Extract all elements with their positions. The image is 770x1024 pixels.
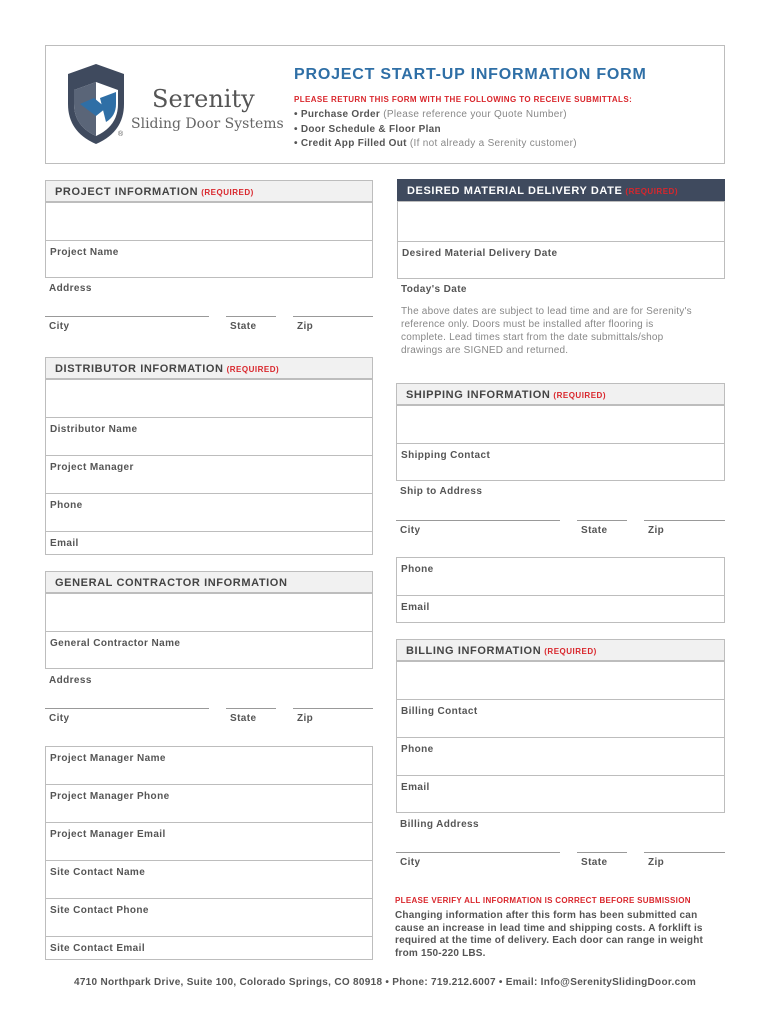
bullet-door-schedule: • Door Schedule & Floor Plan (294, 124, 441, 135)
billing-address-label: Billing Address (400, 819, 479, 830)
billing-phone-field[interactable]: Phone (396, 737, 725, 775)
distributor-phone-field[interactable]: Phone (45, 493, 373, 531)
project-state-line (226, 316, 276, 317)
verify-warning-title: PLEASE VERIFY ALL INFORMATION IS CORRECT BEFORE SUBMISSION (395, 896, 691, 905)
shipping-city-line (396, 520, 560, 521)
gc-address-label: Address (49, 675, 92, 686)
gc-blank[interactable] (45, 593, 373, 631)
distributor-blank[interactable] (45, 379, 373, 417)
delivery-note: The above dates are subject to lead time and are for Serenity's reference only. Doors must be installed after flooring is complete. Lead times start from the date submittals/shop drawings are SIGNED and returned. (401, 306, 692, 356)
project-name-field[interactable]: Project Name (45, 240, 373, 278)
gc-site-email-field[interactable]: Site Contact Email (45, 936, 373, 960)
gc-pm-email-field[interactable]: Project Manager Email (45, 822, 373, 860)
project-info-blank[interactable] (45, 202, 373, 240)
project-address-label: Address (49, 283, 92, 294)
delivery-date-header: DESIRED MATERIAL DELIVERY DATE (REQUIRED) (397, 179, 725, 201)
footer-contact: 4710 Northpark Drive, Suite 100, Colorado Springs, CO 80918 • Phone: 719.212.6007 • Email: Info@SerenitySlidingDoor.com (73, 977, 697, 988)
gc-site-name-field[interactable]: Site Contact Name (45, 860, 373, 898)
shipping-contact-field[interactable]: Shipping Contact (396, 443, 725, 481)
delivery-blank[interactable] (397, 201, 725, 241)
ship-to-address-label: Ship to Address (400, 486, 483, 497)
shipping-blank[interactable] (396, 405, 725, 443)
billing-city-field[interactable]: City (400, 857, 421, 868)
desired-delivery-date-field[interactable]: Desired Material Delivery Date (397, 241, 725, 279)
billing-city-line (396, 852, 560, 853)
bullet-credit-app: • Credit App Filled Out (If not already a Serenity customer) (294, 138, 577, 149)
verify-warning-text: Changing information after this form has been submitted can cause an increase in lead time and shipping costs. A forklift is required at the time of delivery. Each door can range in weight from 150-220 LBS. (395, 910, 704, 959)
serenity-logo-icon (66, 64, 126, 146)
shipping-header: SHIPPING INFORMATION (REQUIRED) (396, 383, 725, 405)
project-city-field[interactable]: City (49, 321, 70, 332)
gc-pm-phone-field[interactable]: Project Manager Phone (45, 784, 373, 822)
gc-zip-field[interactable]: Zip (297, 713, 314, 724)
gc-zip-line (293, 708, 373, 709)
shipping-email-field[interactable]: Email (396, 595, 725, 623)
gc-state-field[interactable]: State (230, 713, 257, 724)
distributor-name-field[interactable]: Distributor Name (45, 417, 373, 455)
shipping-phone-field[interactable]: Phone (396, 557, 725, 595)
billing-state-field[interactable]: State (581, 857, 608, 868)
distributor-email-field[interactable]: Email (45, 531, 373, 555)
gc-header: GENERAL CONTRACTOR INFORMATION (45, 571, 373, 593)
shipping-zip-field[interactable]: Zip (648, 525, 665, 536)
billing-contact-field[interactable]: Billing Contact (396, 699, 725, 737)
project-state-field[interactable]: State (230, 321, 257, 332)
project-city-line (45, 316, 209, 317)
gc-city-line (45, 708, 209, 709)
project-zip-line (293, 316, 373, 317)
billing-email-field[interactable]: Email (396, 775, 725, 813)
bullet-purchase-order: • Purchase Order (Please reference your Quote Number) (294, 109, 567, 120)
gc-pm-name-field[interactable]: Project Manager Name (45, 746, 373, 784)
gc-city-field[interactable]: City (49, 713, 70, 724)
gc-name-field[interactable]: General Contractor Name (45, 631, 373, 669)
form-title: PROJECT START-UP INFORMATION FORM (294, 66, 647, 83)
shipping-city-field[interactable]: City (400, 525, 421, 536)
project-zip-field[interactable]: Zip (297, 321, 314, 332)
billing-zip-field[interactable]: Zip (648, 857, 665, 868)
project-info-header: PROJECT INFORMATION (REQUIRED) (45, 180, 373, 202)
distributor-pm-field[interactable]: Project Manager (45, 455, 373, 493)
billing-zip-line (644, 852, 725, 853)
shipping-state-line (577, 520, 627, 521)
gc-site-phone-field[interactable]: Site Contact Phone (45, 898, 373, 936)
gc-state-line (226, 708, 276, 709)
billing-header: BILLING INFORMATION (REQUIRED) (396, 639, 725, 661)
distributor-header: DISTRIBUTOR INFORMATION (REQUIRED) (45, 357, 373, 379)
form-subtitle: PLEASE RETURN THIS FORM WITH THE FOLLOWING TO RECEIVE SUBMITTALS: (294, 95, 633, 104)
shipping-zip-line (644, 520, 725, 521)
brand-name: Serenity (152, 85, 255, 113)
todays-date-field[interactable]: Today's Date (401, 284, 467, 295)
brand-tagline: Sliding Door Systems (131, 116, 284, 132)
billing-blank[interactable] (396, 661, 725, 699)
registered-mark: ® (118, 131, 124, 138)
billing-state-line (577, 852, 627, 853)
shipping-state-field[interactable]: State (581, 525, 608, 536)
